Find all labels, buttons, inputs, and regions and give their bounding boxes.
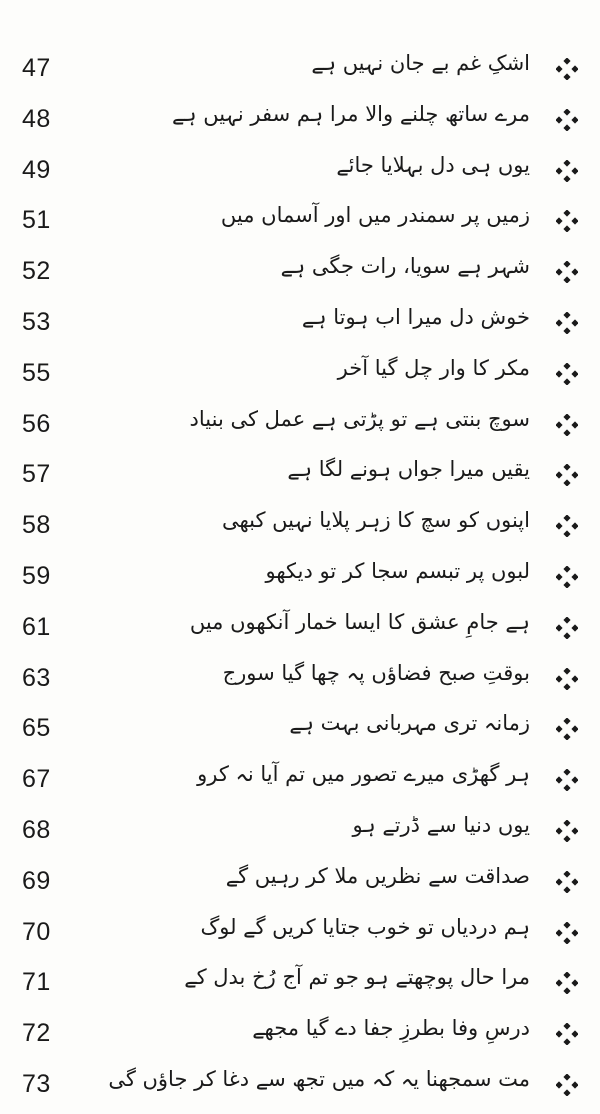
toc-entry-title: سوچ بنتی ہے تو پڑتی ہے عمل کی بنیاد [189,406,530,431]
toc-entry-title: یقیں میرا جواں ہونے لگا ہے [287,457,530,482]
toc-entry [0,198,600,250]
toc-entry [0,402,600,454]
toc-page-number: 63 [22,663,51,692]
four-diamond-bullet-icon [556,769,578,791]
toc-page-number: 56 [22,409,51,438]
toc-entry [0,757,600,809]
toc-page-number: 68 [22,816,51,844]
toc-entry-title: زمانہ تری مہربانی بہت ہے [289,711,530,736]
toc-page-number: 52 [22,257,51,286]
toc-entry [0,605,600,657]
four-diamond-bullet-icon [556,922,578,944]
toc-entry-title: اپنوں کو سچ کا زہر پلایا نہیں کبھی [221,508,530,533]
four-diamond-bullet-icon [556,312,578,334]
toc-entry-title: مرا حال پوچھتے ہو جو تم آج رُخ بدل کے [184,965,530,990]
four-diamond-bullet-icon [556,871,578,893]
toc-entry-title: مرے ساتھ چلنے والا مرا ہم سفر نہیں ہے [171,101,530,126]
toc-entry [0,808,600,860]
toc-entry-title: یوں دنیا سے ڈرتے ہو [352,813,530,837]
four-diamond-bullet-icon [556,414,578,436]
toc-entry-title: ہم دردیاں تو خوب جتایا کریں گے لوگ [200,914,530,939]
toc-page-number: 53 [22,308,51,336]
toc-entry-title: درسِ وفا بطرزِ جفا دے گیا مجھے [252,1016,530,1041]
four-diamond-bullet-icon [556,363,578,385]
toc-entry-title: ہر گھڑی میرے تصور میں تم آیا نہ کرو [197,762,530,787]
toc-page-number: 69 [22,866,51,895]
toc-entry [0,452,600,504]
toc-page-number: 65 [22,714,51,743]
four-diamond-bullet-icon [556,718,578,740]
four-diamond-bullet-icon [556,972,578,994]
toc-entry [0,554,600,606]
toc-entry-title: ہے جامِ عشق کا ایسا خمار آنکھوں میں [189,609,530,634]
toc-entry [0,300,600,352]
toc-entry-title: لبوں پر تبسم سجا کر تو دیکھو [265,559,530,583]
four-diamond-bullet-icon [556,109,578,131]
toc-entry [0,148,600,200]
toc-page-number: 61 [22,612,51,641]
toc-entry [0,351,600,403]
toc-entry-title: اشکِ غم بے جان نہیں ہے [311,51,530,75]
four-diamond-bullet-icon [556,617,578,639]
four-diamond-bullet-icon [556,668,578,690]
toc-page-number: 70 [22,917,51,946]
four-diamond-bullet-icon [556,1023,578,1045]
toc-page-number: 57 [22,460,51,489]
toc-entry [0,960,600,1012]
toc-entry-title: مکر کا وار چل گیا آخر [337,355,530,380]
toc-page-number: 59 [22,562,51,590]
toc-page-number: 49 [22,155,51,184]
toc-entry-title: صداقت سے نظریں ملا کر رہیں گے [225,863,530,888]
toc-entry [0,1062,600,1114]
four-diamond-bullet-icon [556,515,578,537]
toc-entry [0,859,600,911]
four-diamond-bullet-icon [556,160,578,182]
four-diamond-bullet-icon [556,210,578,232]
toc-page-number: 55 [22,358,51,387]
toc-entry [0,503,600,555]
toc-entry-title: زمیں پر سمندر میں اور آسماں میں [220,203,530,228]
four-diamond-bullet-icon [556,261,578,283]
toc-entry-title: شہر ہے سویا، رات جگی ہے [280,254,530,279]
toc-page-number: 58 [22,511,51,540]
toc-page-number: 71 [22,968,51,997]
toc-page-number: 67 [22,765,51,794]
toc-page-number: 73 [22,1070,51,1098]
toc-entry [0,46,600,98]
toc-entry [0,706,600,758]
toc-entry [0,656,600,708]
toc-entry-title: مت سمجھنا یہ کہ میں تجھ سے دغا کر جاؤں گی [108,1067,530,1091]
toc-entry [0,249,600,301]
four-diamond-bullet-icon [556,1074,578,1096]
toc-page-number: 48 [22,104,51,133]
toc-entry [0,910,600,962]
toc-entry-title: بوقتِ صبح فضاؤں پہ چھا گیا سورج [222,660,530,685]
toc-page-number: 47 [22,54,51,82]
toc-entry-title: خوش دل میرا اب ہوتا ہے [301,305,530,329]
four-diamond-bullet-icon [556,464,578,486]
four-diamond-bullet-icon [556,58,578,80]
toc-entry-title: یوں ہی دل بہلایا جائے [336,152,530,177]
toc-page-number: 51 [22,206,51,235]
four-diamond-bullet-icon [556,820,578,842]
toc-entry [0,1011,600,1063]
toc-entry [0,97,600,149]
toc-page-number: 72 [22,1019,51,1048]
four-diamond-bullet-icon [556,566,578,588]
